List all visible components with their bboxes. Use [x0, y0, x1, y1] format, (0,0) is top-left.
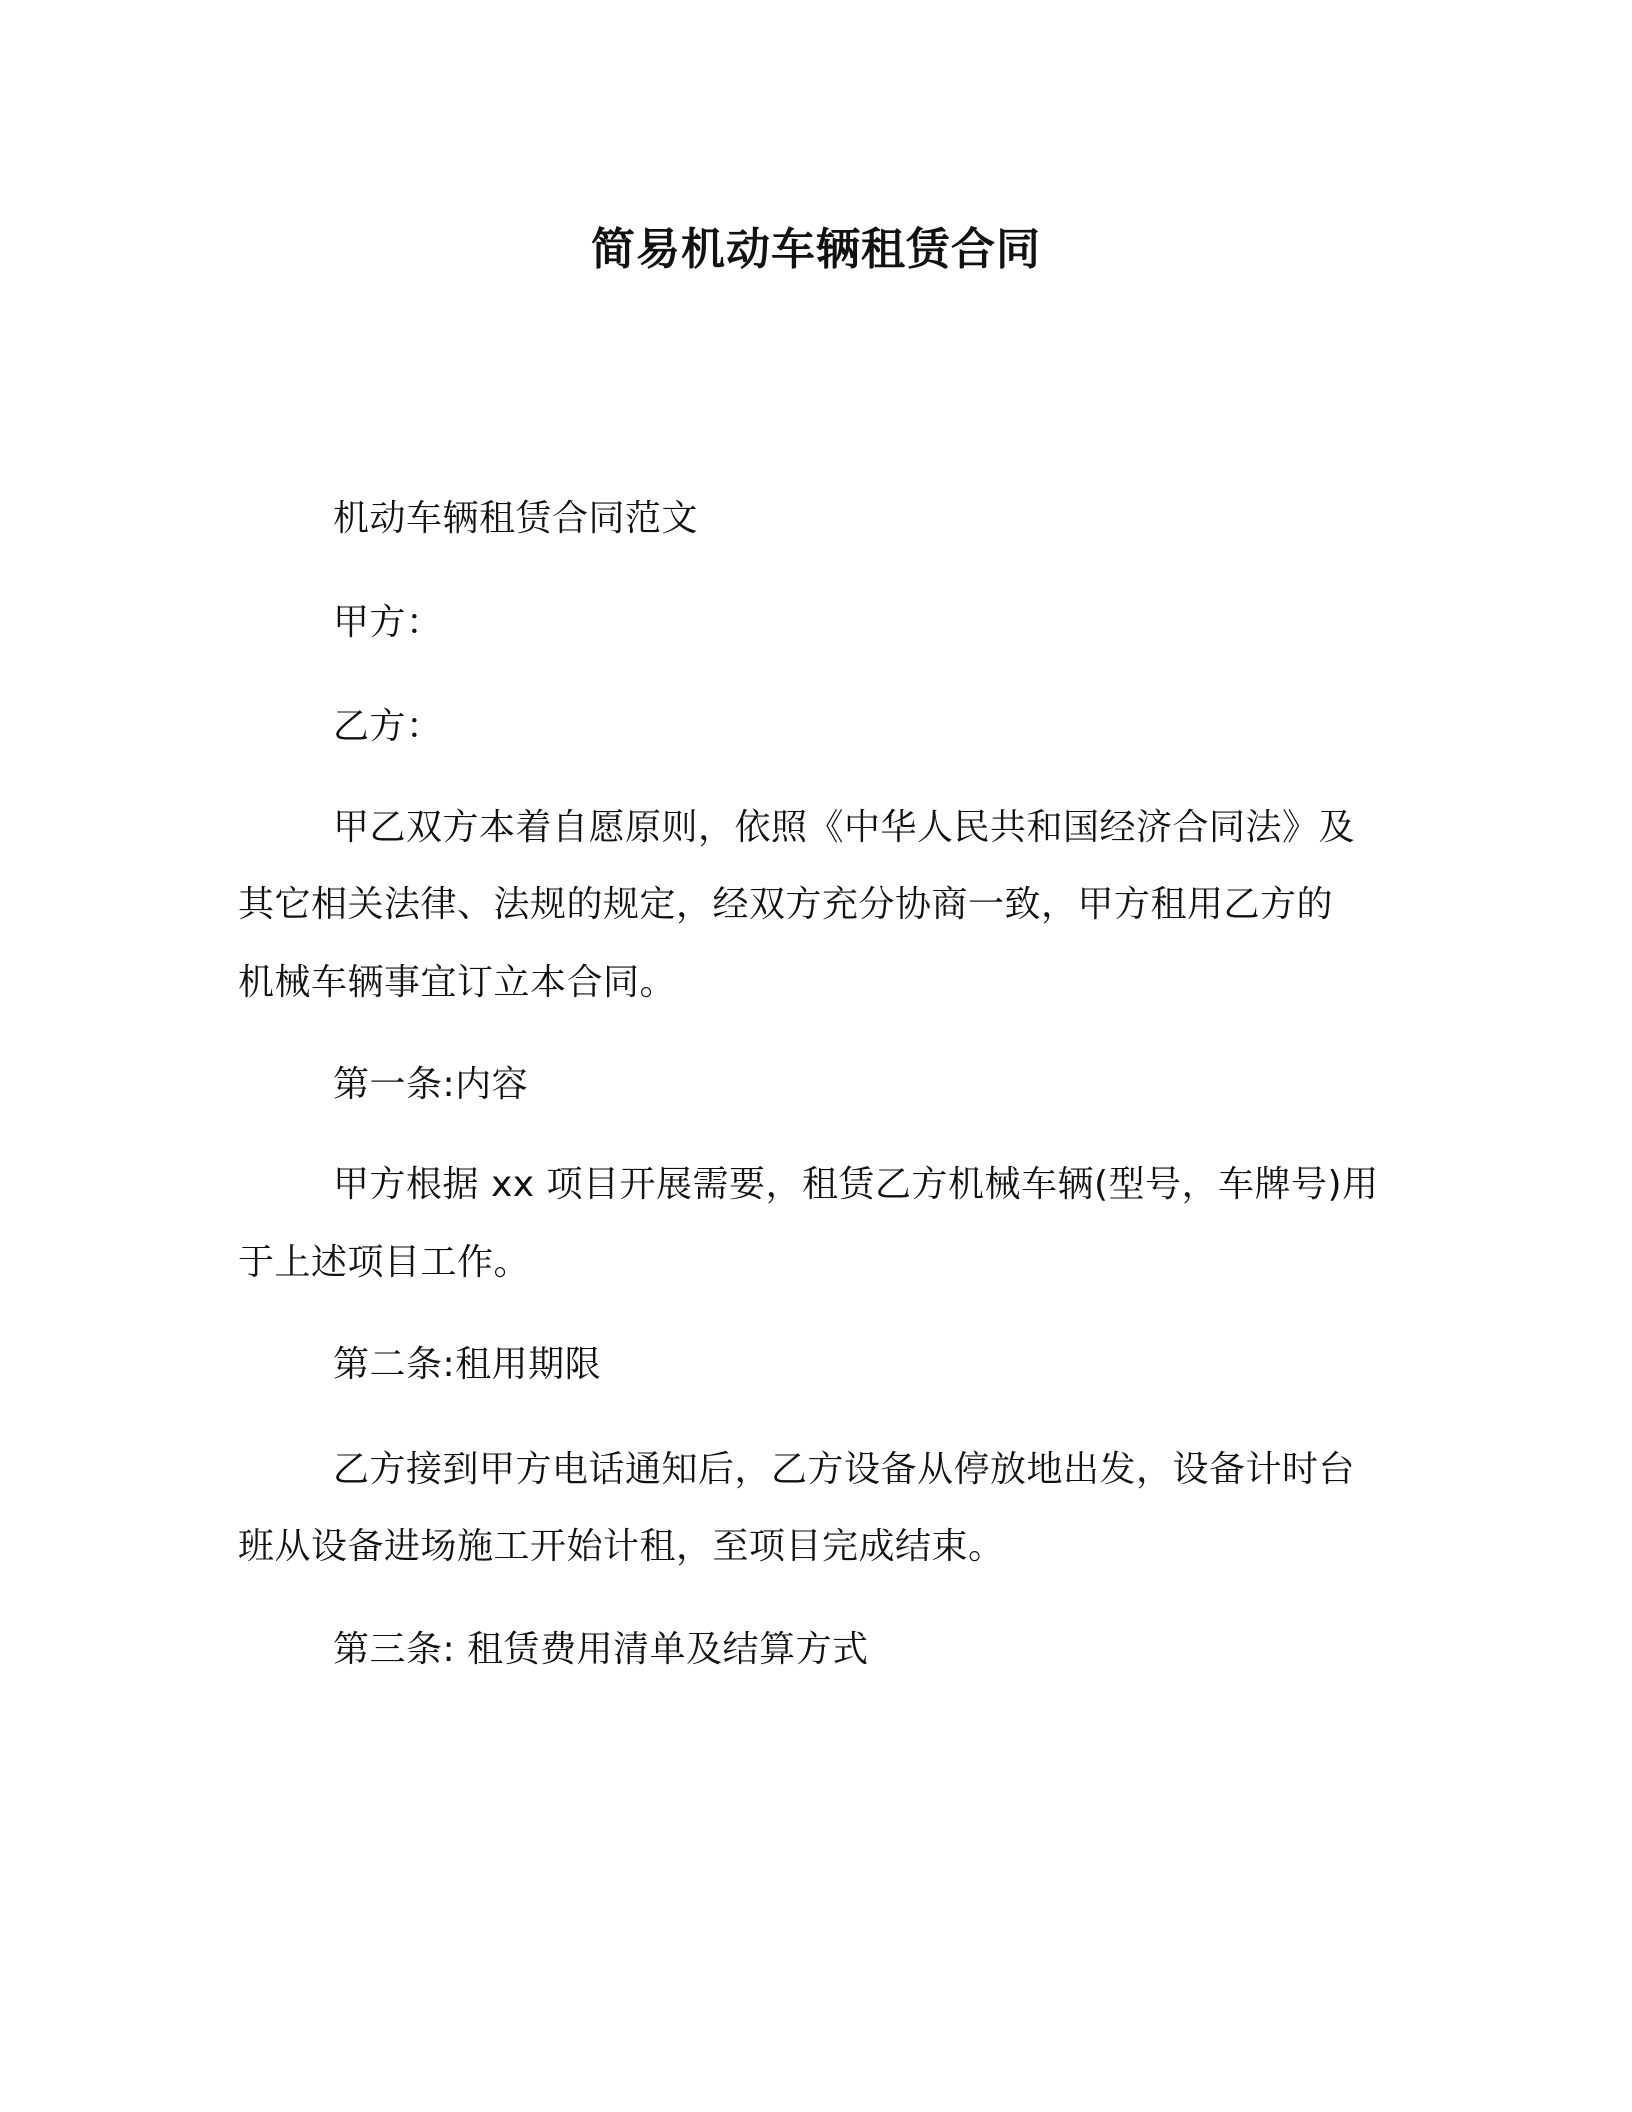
party-a-label: 甲方： — [333, 602, 443, 643]
article-3-heading: 第三条: 租赁费用清单及结算方式 — [333, 1629, 869, 1670]
article-2-line-2: 班从设备进场施工开始计租，至项目完成结束。 — [238, 1526, 1005, 1567]
preamble-line-1: 甲乙双方本着自愿原则，依照《中华人民共和国经济合同法》及 — [333, 807, 1356, 848]
document-subtitle: 机动车辆租赁合同范文 — [333, 498, 699, 539]
article-2-line-1: 乙方接到甲方电话通知后，乙方设备从停放地出发，设备计时台 — [333, 1449, 1356, 1490]
document-title: 简易机动车辆租赁合同 — [591, 224, 1041, 275]
article-2-heading: 第二条:租用期限 — [333, 1344, 602, 1385]
preamble-line-2: 其它相关法律、法规的规定，经双方充分协商一致，甲方租用乙方的 — [238, 884, 1334, 925]
preamble-line-3: 机械车辆事宜订立本合同。 — [238, 962, 677, 1003]
article-1-line-1: 甲方根据 xx 项目开展需要，租赁乙方机械车辆(型号，车牌号)用 — [333, 1164, 1379, 1205]
party-b-label: 乙方： — [333, 706, 443, 747]
article-1-heading: 第一条:内容 — [333, 1064, 529, 1105]
article-1-line-2: 于上述项目工作。 — [238, 1242, 531, 1283]
